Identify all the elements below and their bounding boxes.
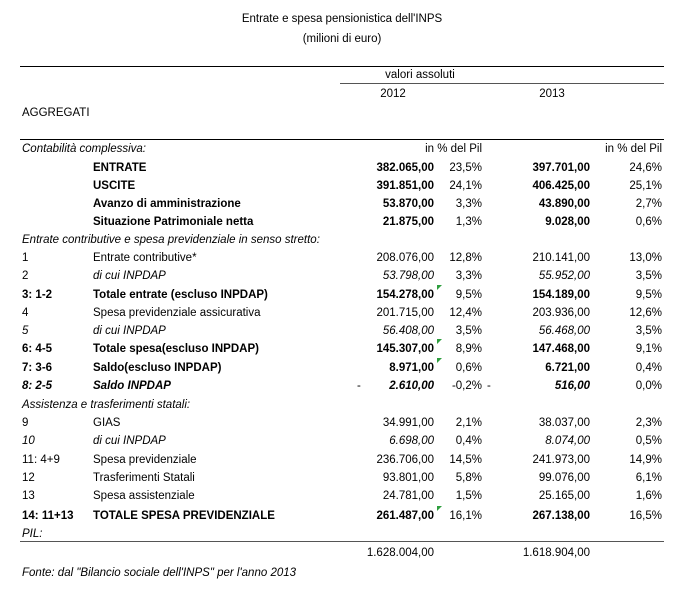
row-pct-2012: 12,4% (449, 307, 482, 319)
row-code: 14: 11+13 (22, 510, 74, 522)
row-value-2013: 6.721,00 (545, 362, 590, 374)
row-value-2012: 145.307,00 (376, 343, 434, 355)
row-code: 5 (22, 325, 29, 337)
row-pct-2013: 9,1% (635, 343, 662, 355)
row-value-2012: 56.408,00 (382, 325, 434, 337)
row-value-2012: 53.870,00 (382, 198, 434, 210)
row-code: 7: 3-6 (22, 362, 53, 374)
row-value-2012: 261.487,00 (376, 510, 434, 522)
row-code: 4 (22, 307, 29, 319)
row-value-2013: 241.973,00 (532, 454, 590, 466)
row-value-2012: 2.610,00 (389, 380, 434, 392)
header-group-label: valori assoluti (385, 69, 455, 81)
row-pct-2013: 1,6% (635, 490, 662, 502)
row-code: 8: 2-5 (22, 380, 53, 392)
row-pct-2013: 6,1% (635, 472, 662, 484)
row-label: Totale spesa(escluso INPDAP) (93, 343, 259, 355)
pil-value-2012: 1.628.004,00 (366, 547, 434, 559)
row-label: Totale entrate (escluso INPDAP) (93, 289, 268, 301)
row-label: Situazione Patrimoniale netta (93, 216, 254, 228)
row-value-2013: 210.141,00 (532, 252, 590, 264)
section-assistenza: Assistenza e trasferimenti statali: (22, 399, 191, 411)
row-code: 10 (22, 435, 35, 447)
row-value-2013: 267.138,00 (532, 510, 590, 522)
row-pct-2013: 0,4% (635, 362, 662, 374)
row-pct-2013: 3,5% (635, 325, 662, 337)
row-pct-2012: 3,3% (455, 270, 482, 282)
row-pct-2013: 14,9% (629, 454, 662, 466)
row-value-2012: 382.065,00 (376, 162, 434, 174)
row-label: Saldo INPDAP (93, 380, 171, 392)
row-pct-2012: 24,1% (449, 180, 482, 192)
row-value-2012: 53.798,00 (382, 270, 434, 282)
header-aggregati: AGGREGATI (22, 107, 90, 119)
row-pct-2013: 0,0% (635, 380, 662, 392)
row-label: di cui INPDAP (93, 270, 166, 282)
row-label: Spesa previdenziale assicurativa (93, 307, 261, 319)
row-value-2013: 397.701,00 (532, 162, 590, 174)
row-value-2013: 38.037,00 (538, 417, 590, 429)
row-value-2013: 147.468,00 (532, 343, 590, 355)
row-value-2012: 8.971,00 (389, 362, 434, 374)
row-value-2012: 391.851,00 (376, 180, 434, 192)
row-value-2012: 6.698,00 (389, 435, 434, 447)
row-pct-2013: 3,5% (635, 270, 662, 282)
row-pct-2013: 2,7% (635, 198, 662, 210)
row-code: 12 (22, 472, 35, 484)
row-label: Entrate contributive* (93, 252, 197, 264)
row-value-2013: 516,00 (554, 380, 590, 392)
row-code: 11: 4+9 (22, 454, 60, 466)
pil-value-2013: 1.618.904,00 (522, 547, 590, 559)
row-pct-2013: 0,6% (635, 216, 662, 228)
row-pct-2012: 1,5% (455, 490, 482, 502)
header-top-rule (20, 66, 664, 67)
row-pct-2012: 3,3% (455, 198, 482, 210)
row-pct-2012: 0,6% (455, 362, 482, 374)
row-value-2013: 56.468,00 (538, 325, 590, 337)
row-label: di cui INPDAP (93, 325, 166, 337)
row-pct-2012: 3,5% (455, 325, 482, 337)
section-contabilita: Contabilità complessiva: (22, 143, 147, 155)
pil-pct-header-2013: in % del Pil (605, 143, 662, 155)
row-pct-2012: 9,5% (455, 289, 482, 301)
row-pct-2013: 0,5% (635, 435, 662, 447)
row-value-2012: 236.706,00 (376, 454, 434, 466)
section-entrate-contributive: Entrate contributive e spesa previdenziale in senso stretto: (22, 234, 320, 246)
row-pct-2012: 5,8% (455, 472, 482, 484)
footer-source: Fonte: dal "Bilancio sociale dell'INPS" per l'anno 2013 (22, 567, 297, 579)
row-value-2013: 25.165,00 (538, 490, 590, 502)
row-pct-2012: 16,1% (449, 510, 482, 522)
row-value-2012: 34.991,00 (382, 417, 434, 429)
pil-pct-header-2012: in % del Pil (425, 143, 482, 155)
row-pct-2013: 25,1% (629, 180, 662, 192)
pil-rule (20, 541, 664, 542)
negative-sign-2013: - (487, 380, 491, 392)
row-label: Saldo(escluso INPDAP) (93, 362, 222, 374)
row-label: Spesa previdenziale (93, 454, 197, 466)
row-pct-2012: 0,4% (455, 435, 482, 447)
row-code: 1 (22, 252, 29, 264)
section-rule-top (20, 139, 664, 140)
row-label: ENTRATE (93, 162, 147, 174)
row-value-2013: 99.076,00 (538, 472, 590, 484)
row-code: 6: 4-5 (22, 343, 53, 355)
row-code: 9 (22, 417, 29, 429)
row-value-2013: 406.425,00 (532, 180, 590, 192)
table-title: Entrate e spesa pensionistica dell'INPS (241, 13, 443, 25)
row-label: di cui INPDAP (93, 435, 166, 447)
row-label: TOTALE SPESA PREVIDENZIALE (93, 510, 275, 522)
row-label: USCITE (93, 180, 136, 192)
row-pct-2013: 12,6% (629, 307, 662, 319)
row-pct-2012: 1,3% (455, 216, 482, 228)
row-pct-2013: 16,5% (629, 510, 662, 522)
row-code: 2 (22, 270, 29, 282)
row-value-2013: 154.189,00 (532, 289, 590, 301)
row-value-2012: 208.076,00 (376, 252, 434, 264)
row-pct-2012: 2,1% (455, 417, 482, 429)
row-pct-2012: 14,5% (449, 454, 482, 466)
row-value-2012: 201.715,00 (376, 307, 434, 319)
row-value-2012: 21.875,00 (382, 216, 434, 228)
header-year-2013: 2013 (539, 88, 565, 100)
row-pct-2012: -0,2% (451, 380, 482, 392)
row-label: Avanzo di amministrazione (93, 198, 241, 210)
row-value-2012: 24.781,00 (382, 490, 434, 502)
row-label: GIAS (93, 417, 121, 429)
negative-sign-2012: - (357, 380, 361, 392)
row-pct-2012: 8,9% (455, 343, 482, 355)
row-value-2013: 8.074,00 (545, 435, 590, 447)
row-pct-2013: 2,3% (635, 417, 662, 429)
row-pct-2013: 9,5% (635, 289, 662, 301)
row-pct-2013: 24,6% (629, 162, 662, 174)
section-pil: PIL: (22, 528, 43, 540)
row-value-2012: 93.801,00 (382, 472, 434, 484)
row-pct-2013: 13,0% (629, 252, 662, 264)
row-label: Spesa assistenziale (93, 490, 195, 502)
row-value-2012: 154.278,00 (376, 289, 434, 301)
header-group-rule (340, 83, 664, 84)
row-pct-2012: 23,5% (449, 162, 482, 174)
row-label: Trasferimenti Statali (93, 472, 195, 484)
row-pct-2012: 12,8% (449, 252, 482, 264)
table-subtitle: (milioni di euro) (302, 33, 382, 45)
row-value-2013: 55.952,00 (538, 270, 590, 282)
row-code: 13 (22, 490, 35, 502)
row-code: 3: 1-2 (22, 289, 53, 301)
header-year-2012: 2012 (380, 88, 406, 100)
row-value-2013: 43.890,00 (538, 198, 590, 210)
row-value-2013: 9.028,00 (545, 216, 590, 228)
row-value-2013: 203.936,00 (532, 307, 590, 319)
